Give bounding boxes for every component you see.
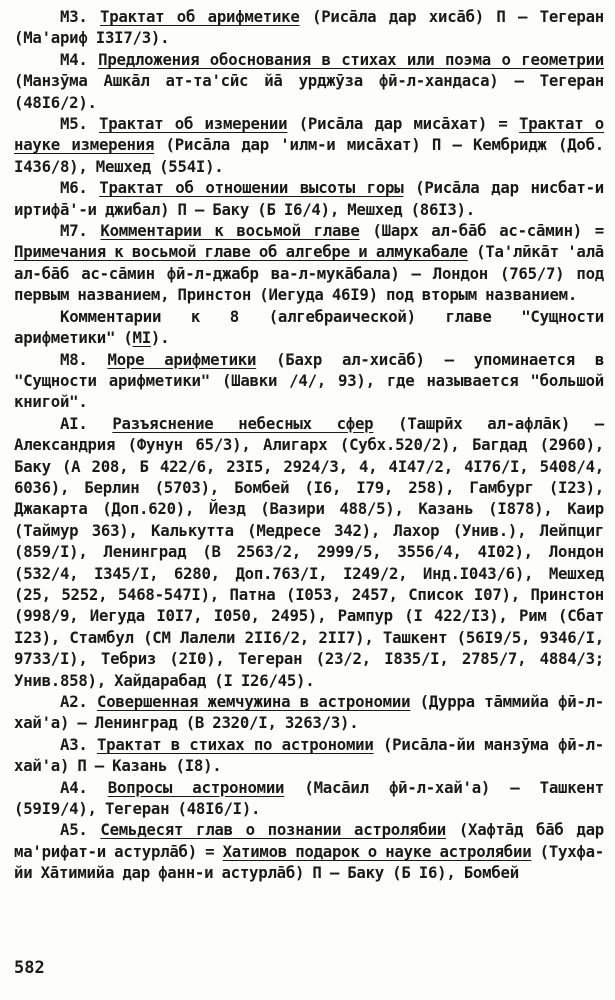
entry-text: ). — [150, 328, 170, 348]
work-title: Трактат об арифметике — [100, 7, 300, 26]
entry-text: (Рисāла дар 'илм-и мисāхат) П – Кембридж (Доб. I436/8), Мешхед (554I). — [14, 135, 604, 176]
entry-m3 — [14, 6, 604, 49]
entry-text: М6. — [60, 178, 100, 198]
entry-text: (Ташрӣх ал-афлāк) – Александрия (Фунун 65/3), Алигарх (Субх.520/2), Багдад (2960), Баку (А 208, Б 422/6, 23I5, 2924/3, 4, 4I47/2, 4I76/I, 5408/4, 6036), Берлин (5703), Бомбей (I6, I79, 258), Гамбург (I23), Джакарта (Доп.620), Йезд (Вазири 488/5), Казань (I878), Каир (Таймур 363), Калькутта (Медресе 342), Лахор (Унив.), Лейпциг (859/I), Ленинград (В 2563/2, 2999/5, 3556/4, 4I02), Лондон (532/4, I345/I, 6280, Доп.763/I, I249/2, Инд.I043/6), Мешхед (25, 5252, 5468-547I), Патна (I053, 2457, Список I07), Принстон (998/9, Иегуда I0I7, I050, 2495), Рампур (I 422/I3), Рим (Сбат I23), Стамбул (СМ Лалели 2II6/2, 2II7), Ташкент (56I9/5, 9346/I, 9733/I), Тебриз (2I0), Тегеран (23/2, I835/I, 2785/7, 4884/3; Унив.858), Хайдарабад (I I26/45). — [14, 413, 604, 690]
work-title: Предложения обоснования в стихах или поэма о геометрии — [98, 49, 605, 69]
entry-m7 — [14, 220, 604, 306]
work-title: Хатимов подарок о науке астролябии — [222, 841, 532, 861]
entry-a4 — [14, 777, 604, 820]
entry-text: А4. — [60, 777, 108, 797]
work-title: Трактат об измерении — [99, 114, 288, 134]
work-title: Трактат о науке измерения — [14, 114, 604, 155]
entry-text: (Тухфа-йи Хāтимийа дар фанн-и астурлāб) П – Баку (Б I6), Бомбей — [14, 841, 605, 883]
entry-text: (Рисāла дар мисāхат) = — [287, 114, 520, 134]
entry-text: (Рисāла дар хисāб) П – Тегеран (Ма'ариф I3I7/3). — [14, 7, 604, 48]
entry-a3 — [14, 734, 604, 777]
entry-text: (Бахр ал-хисāб) – упоминается в "Сущности арифметики" (Шавки /4/, 93), где называется "большой книгой". — [14, 349, 605, 412]
entry-text: (Та'лӣкāт 'алā ал-бāб ас-сāмин фӣ-л-джабр ва-л-мукāбала) – Лондон (765/7) под первым названием, Принстон (Иегуда 46I9) под вторым названием. — [14, 242, 605, 305]
entry-text: АI. — [60, 413, 113, 433]
entry-text: (Дурра тāммийа фӣ-л-хай'а) – Ленинград (В 2320/I, 3263/3). — [14, 692, 604, 733]
work-title: Семьдесят глав о познании астролябии — [100, 820, 446, 840]
entry-m7-note — [14, 306, 604, 349]
entry-text: М3. — [60, 7, 101, 26]
page-number: 582 — [14, 958, 45, 978]
entry-text: А5. — [60, 820, 101, 840]
entry-text: А3. — [60, 734, 97, 754]
entry-text: (Рисāла-йи манзӯма фӣ-л-хай'а) П – Казань (I8). — [14, 734, 604, 776]
entry-m6 — [14, 177, 604, 220]
entry-m5 — [14, 113, 604, 177]
work-title: Трактат об отношении высоты горы — [99, 178, 404, 198]
entry-m4 — [14, 49, 604, 113]
work-title: МI — [132, 328, 151, 348]
entry-text: (Хафтāд бāб дар ма'рифат-и астурлāб) = — [14, 820, 605, 861]
entry-text: М8. — [60, 349, 108, 369]
entry-text: М4. — [60, 49, 99, 69]
entry-text: (Масāил фӣ-л-хай'а) – Ташкент (59I9/4), Тегеран (48I6/I). — [14, 777, 604, 819]
work-title: Комментарии к восьмой главе — [100, 221, 360, 241]
work-title: Разъяснение небесных сфер — [112, 413, 374, 433]
work-title: Трактат в стихах по астрономии — [96, 734, 374, 754]
work-title: Примечания к восьмой главе об алгебре и алмукабале — [14, 242, 468, 262]
entry-a1 — [14, 413, 604, 691]
entry-a2 — [14, 691, 604, 734]
entry-text: (Рисāла дар нисбат-и иртифā'-и джибал) П – Баку (Б I6/4), Мешхед (86I3). — [14, 178, 605, 219]
entry-text: (Шарх ал-бāб ас-сāмин) = — [359, 221, 604, 241]
entry-text: М5. — [60, 114, 99, 134]
entry-text: (Манзӯма Ашкāл ат-та'сӣс йā урджӯза фӣ-л-хандаса) – Тегеран (48I6/2). — [14, 71, 604, 112]
entry-text: М7. — [60, 221, 101, 241]
entry-text: А2. — [60, 692, 97, 711]
work-title: Вопросы астрономии — [107, 777, 285, 797]
entry-a5 — [14, 819, 604, 883]
work-title: Море арифметики — [107, 349, 257, 369]
work-title: Совершенная жемчужина в астрономии — [97, 692, 411, 711]
text-body — [14, 6, 604, 884]
entry-text: Комментарии к 8 (алгебраической) главе "Сущности арифметики" ( — [14, 306, 604, 348]
entry-m8 — [14, 349, 604, 413]
